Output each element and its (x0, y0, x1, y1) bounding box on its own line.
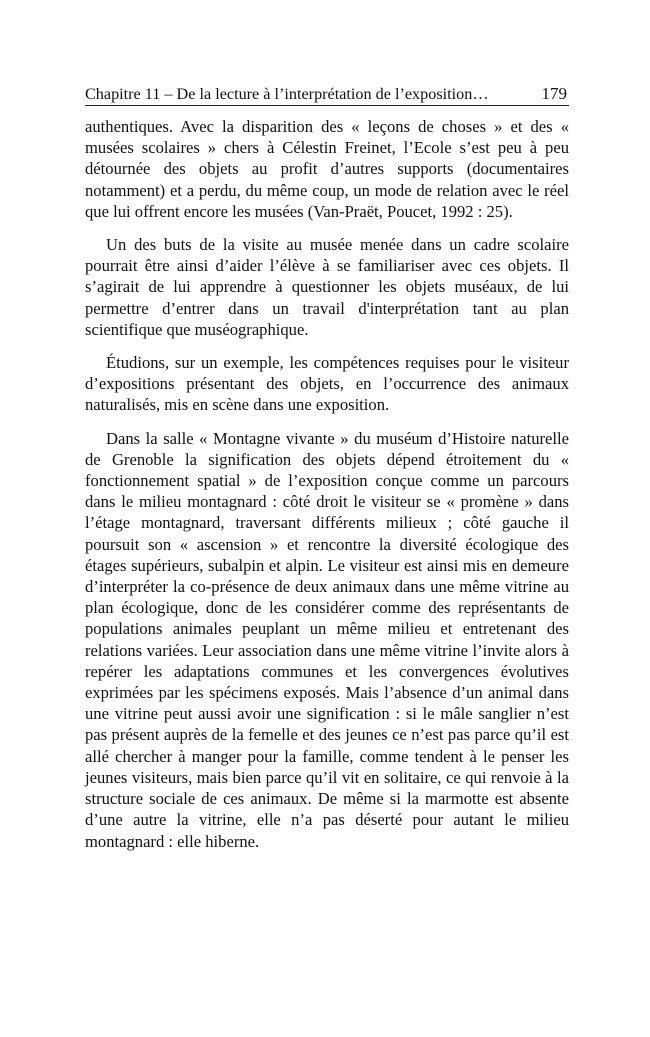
paragraph-2: Un des buts de la visite au musée menée dans un cadre scolaire pourrait être ainsi d’aider l’élève à se familiariser avec ces objets. Il s’agirait de lui apprendre à questionner les objets muséaux, de lui permettre d’entrer dans un travail d'interprétation tant au plan scientifique que muséographique. (85, 235, 569, 339)
book-page (85, 84, 569, 864)
paragraph-3: Étudions, sur un exemple, les compétences requises pour le visiteur d’expositions présentant des objets, en l’occurrence des animaux naturalisés, mis en scène dans une exposition. (85, 353, 569, 415)
paragraph-4: Dans la salle « Montagne vivante » du muséum d’Histoire naturelle de Grenoble la signification des objets dépend étroitement du « fonctionnement spatial » de l’exposition conçue comme un parcours dans le milieu montagnard : côté droit le visiteur se « promène » dans l’étage montagnard, traversant différents milieux ; côté gauche il poursuit son « ascension » et rencontre la diversité écologique des étages supérieurs, subalpin et alpin. Le visiteur est ainsi mis en demeure d’interpréter la co-présence de deux animaux dans une même vitrine au plan écologique, donc de les considérer comme des représentants de populations animales peuplant un même milieu et entretenant des relations variées. Leur association dans une même vitrine l’invite alors à repérer les adaptations communes et les convergences évolutives exprimées par les spécimens exposés. Mais l’absence d’un animal dans une vitrine peut aussi avoir une signification : si le mâle sanglier n’est pas présent auprès de la femelle et des jeunes ce n’est pas parce qu’il est allé chercher à manger pour la famille, comme tendent à le penser les jeunes visiteurs, mais bien parce qu’il vit en solitaire, ce qui renvoie à la structure sociale de ces animaux. De même si la marmotte est absente d’une autre la vitrine, elle n’a pas déserté pour autant le milieu montagnard : elle hiberne. (85, 428, 569, 851)
running-title: Chapitre 11 – De la lecture à l’interprétation de l’exposition… (85, 85, 489, 103)
body-text (85, 116, 569, 852)
paragraph-1: authentiques. Avec la disparition des « leçons de choses » et des « musées scolaires » chers à Célestin Freinet, l’Ecole s’est peu à peu détournée des objets au profit d’autres supports (documentaires notamment) et a perdu, du même coup, un mode de relation avec le réel que lui offrent encore les musées (Van-Praët, Poucet, 1992 : 25). (85, 117, 569, 221)
running-header (85, 84, 569, 106)
page-number: 179 (541, 84, 567, 103)
